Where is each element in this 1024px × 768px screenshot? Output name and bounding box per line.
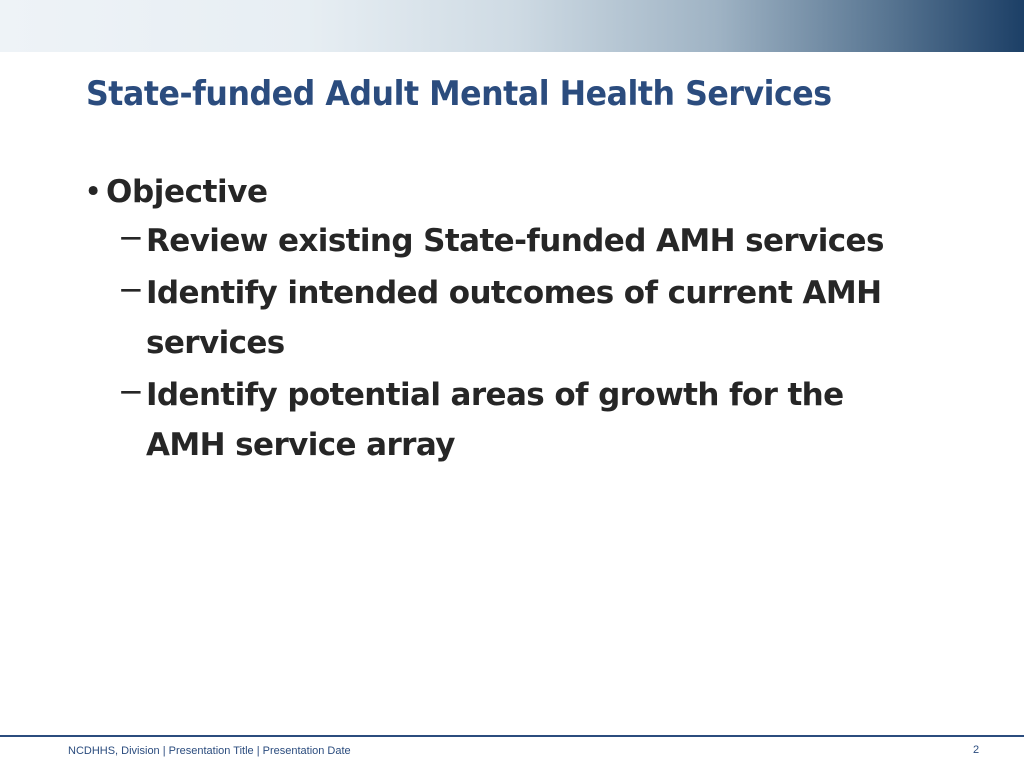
slide-title: State-funded Adult Mental Health Services xyxy=(86,74,832,114)
dash-icon: − xyxy=(118,374,144,410)
sub-bullet-text: Review existing State-funded AMH services xyxy=(146,223,884,259)
bullet-item-objective xyxy=(84,170,944,214)
dash-icon: − xyxy=(118,220,144,256)
bullet-text: Objective xyxy=(106,174,268,210)
sub-bullet-text: Identify potential areas of growth for the AMH service array xyxy=(146,377,844,463)
dash-icon: − xyxy=(118,272,144,308)
sub-bullet-item xyxy=(118,216,926,266)
footer-text: NCDHHS, Division | Presentation Title | Presentation Date xyxy=(68,745,351,757)
sub-bullet-item xyxy=(118,268,926,368)
sub-bullet-text: Identify intended outcomes of current AMH services xyxy=(146,275,882,361)
page-number: 2 xyxy=(973,744,980,756)
footer-divider xyxy=(0,735,1024,737)
bullet-icon: • xyxy=(84,174,102,210)
header-gradient-band xyxy=(0,0,1024,52)
sub-bullet-item xyxy=(118,370,926,470)
content-area xyxy=(84,170,944,470)
